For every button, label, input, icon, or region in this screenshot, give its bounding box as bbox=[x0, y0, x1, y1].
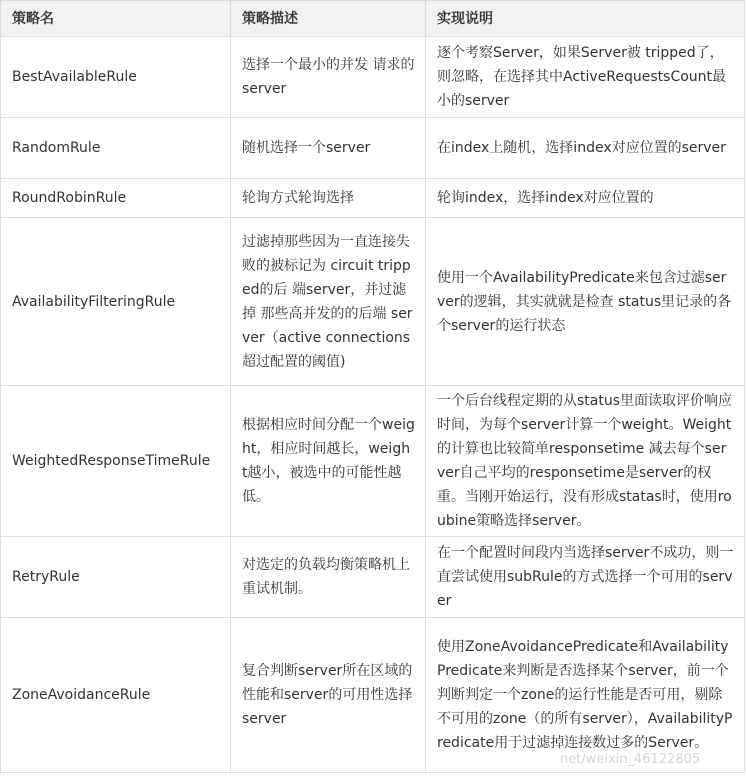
watermark: net/weixin_46122805 bbox=[560, 752, 701, 767]
cell-strategy-desc: 随机选择一个server bbox=[231, 118, 426, 179]
cell-strategy-desc: 根据相应时间分配一个weight，相应时间越长，weight越小，被选中的可能性越低。 bbox=[231, 386, 426, 537]
table-row bbox=[1, 118, 745, 179]
cell-impl-desc: 轮询index，选择index对应位置的 bbox=[426, 179, 745, 218]
table-row bbox=[1, 386, 745, 537]
header-impl-desc: 实现说明 bbox=[426, 1, 745, 37]
cell-strategy-desc: 选择一个最小的并发 请求的server bbox=[231, 37, 426, 118]
cell-strategy-name: BestAvailableRule bbox=[1, 37, 231, 118]
table-row bbox=[1, 618, 745, 773]
cell-strategy-name: RoundRobinRule bbox=[1, 179, 231, 218]
cell-strategy-desc: 轮询方式轮询选择 bbox=[231, 179, 426, 218]
cell-strategy-name: ZoneAvoidanceRule bbox=[1, 618, 231, 773]
table-header-row bbox=[1, 1, 745, 37]
table-row bbox=[1, 537, 745, 618]
cell-impl-desc: 使用ZoneAvoidancePredicate和AvailabilityPredicate来判断是否选择某个server，前一个判断判定一个zone的运行性能是否可用，剔除不可用的zone（的所有server），AvailabilityPredicate用于过滤掉连接数过多的Server。 bbox=[426, 618, 745, 773]
cell-impl-desc: 在index上随机，选择index对应位置的server bbox=[426, 118, 745, 179]
cell-impl-desc: 使用一个AvailabilityPredicate来包含过滤server的逻辑，其实就就是检查 status里记录的各个server的运行状态 bbox=[426, 218, 745, 386]
table-row bbox=[1, 179, 745, 218]
cell-impl-desc: 逐个考察Server，如果Server被 tripped了，则忽略，在选择其中ActiveRequestsCount最小的server bbox=[426, 37, 745, 118]
cell-impl-desc: 一个后台线程定期的从status里面读取评价响应时间，为每个server计算一个weight。Weight的计算也比较简单responsetime 减去每个server自己平均的responsetime是server的权重。当刚开始运行，没有形成statas时，使用roubine策略选择server。 bbox=[426, 386, 745, 537]
table-row bbox=[1, 37, 745, 118]
table-row bbox=[1, 218, 745, 386]
cell-impl-desc: 在一个配置时间段内当选择server不成功，则一直尝试使用subRule的方式选择一个可用的server bbox=[426, 537, 745, 618]
cell-strategy-desc: 复合判断server所在区域的性能和server的可用性选择server bbox=[231, 618, 426, 773]
cell-strategy-name: AvailabilityFilteringRule bbox=[1, 218, 231, 386]
header-strategy-desc: 策略描述 bbox=[231, 1, 426, 37]
cell-strategy-desc: 对选定的负载均衡策略机上重试机制。 bbox=[231, 537, 426, 618]
cell-strategy-name: RandomRule bbox=[1, 118, 231, 179]
header-strategy-name: 策略名 bbox=[1, 1, 231, 37]
cell-strategy-desc: 过滤掉那些因为一直连接失败的被标记为 circuit tripped的后 端server，并过滤掉 那些高并发的的后端 server（active connections 超过配置的阈值) bbox=[231, 218, 426, 386]
cell-strategy-name: RetryRule bbox=[1, 537, 231, 618]
cell-strategy-name: WeightedResponseTimeRule bbox=[1, 386, 231, 537]
